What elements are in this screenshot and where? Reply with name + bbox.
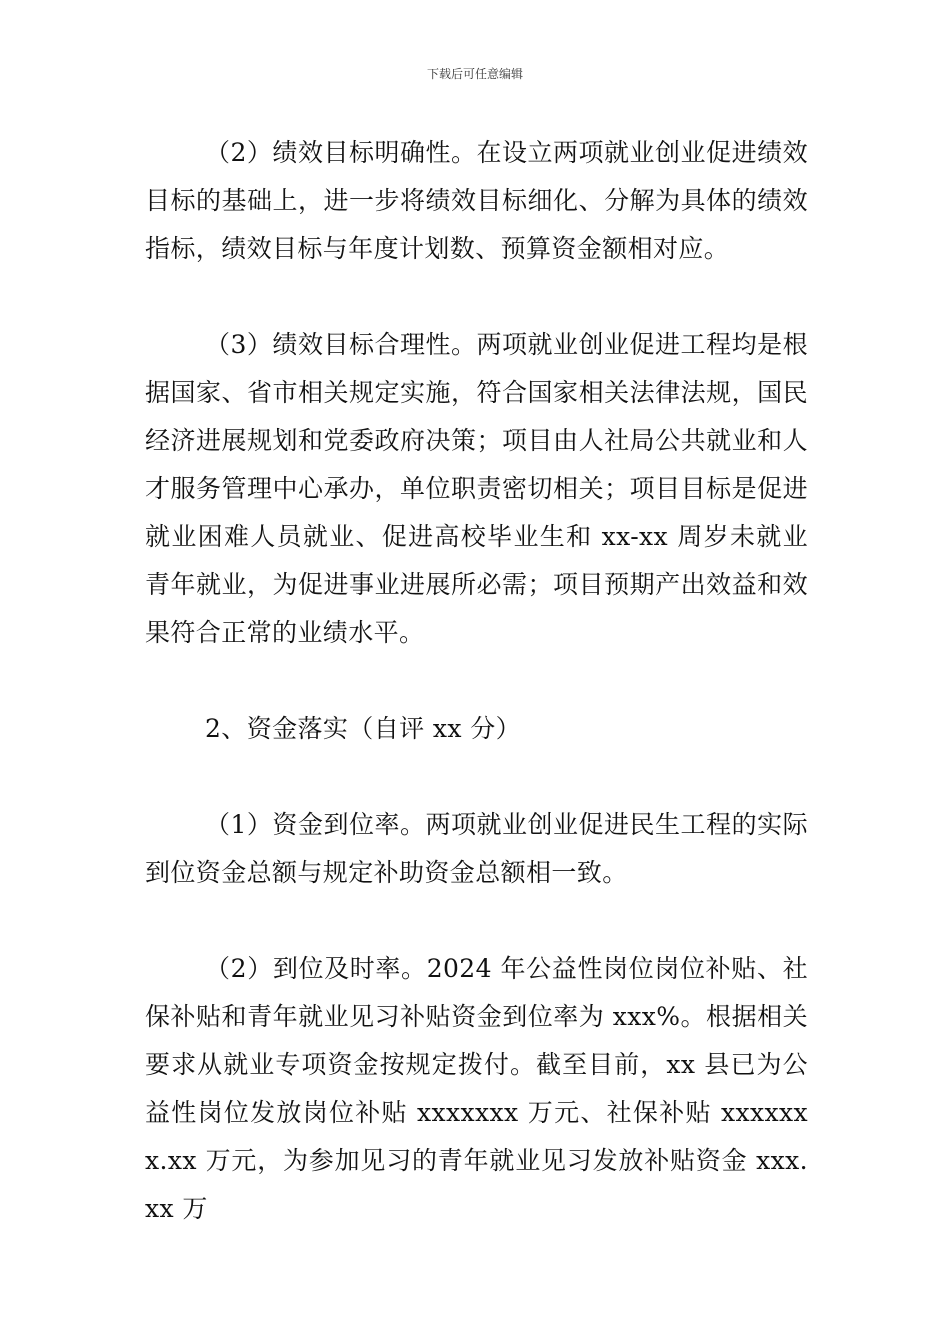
paragraph-spacer xyxy=(145,897,808,945)
paragraph-spacer xyxy=(145,753,808,801)
paragraph-funds-arrival-rate: （1）资金到位率。两项就业创业促进民生工程的实际到位资金总额与规定补助资金总额相一致。 xyxy=(145,810,808,887)
paragraph-goal-rationality: （3）绩效目标合理性。两项就业创业促进工程均是根据国家、省市相关规定实施，符合国家相关法律法规，国民经济进展规划和党委政府决策；项目由人社局公共就业和人才服务管理中心承办，单位职责密切相关；项目目标是促进就业困难人员就业、促进高校毕业生和 xx-xx 周岁未就业青年就业，为促进事业进展所必需；项目预期产出效益和效果符合正常的业绩水平。 xyxy=(145,330,808,647)
paragraph-spacer xyxy=(145,273,808,321)
section-heading-funds: 2、资金落实（自评 xx 分） xyxy=(205,714,521,743)
paragraph-goal-clarity: （2）绩效目标明确性。在设立两项就业创业促进绩效目标的基础上，进一步将绩效目标细化、分解为具体的绩效指标，绩效目标与年度计划数、预算资金额相对应。 xyxy=(145,138,808,263)
paragraph-spacer xyxy=(145,657,808,705)
paragraph-funds-timeliness: （2）到位及时率。2024 年公益性岗位岗位补贴、社保补贴和青年就业见习补贴资金到位率为 xxx%。根据相关要求从就业专项资金按规定拨付。截至目前，xx 县已为公益性岗位发放岗位补贴 xxxxxxx 万元、社保补贴 xxxxxxx.xx 万元，为参加见习的青年就业见习发放补贴资金 xxx.xx 万 xyxy=(145,954,808,1223)
page-header: 下载后可任意编辑 xyxy=(426,67,523,81)
document-body xyxy=(145,129,808,1233)
